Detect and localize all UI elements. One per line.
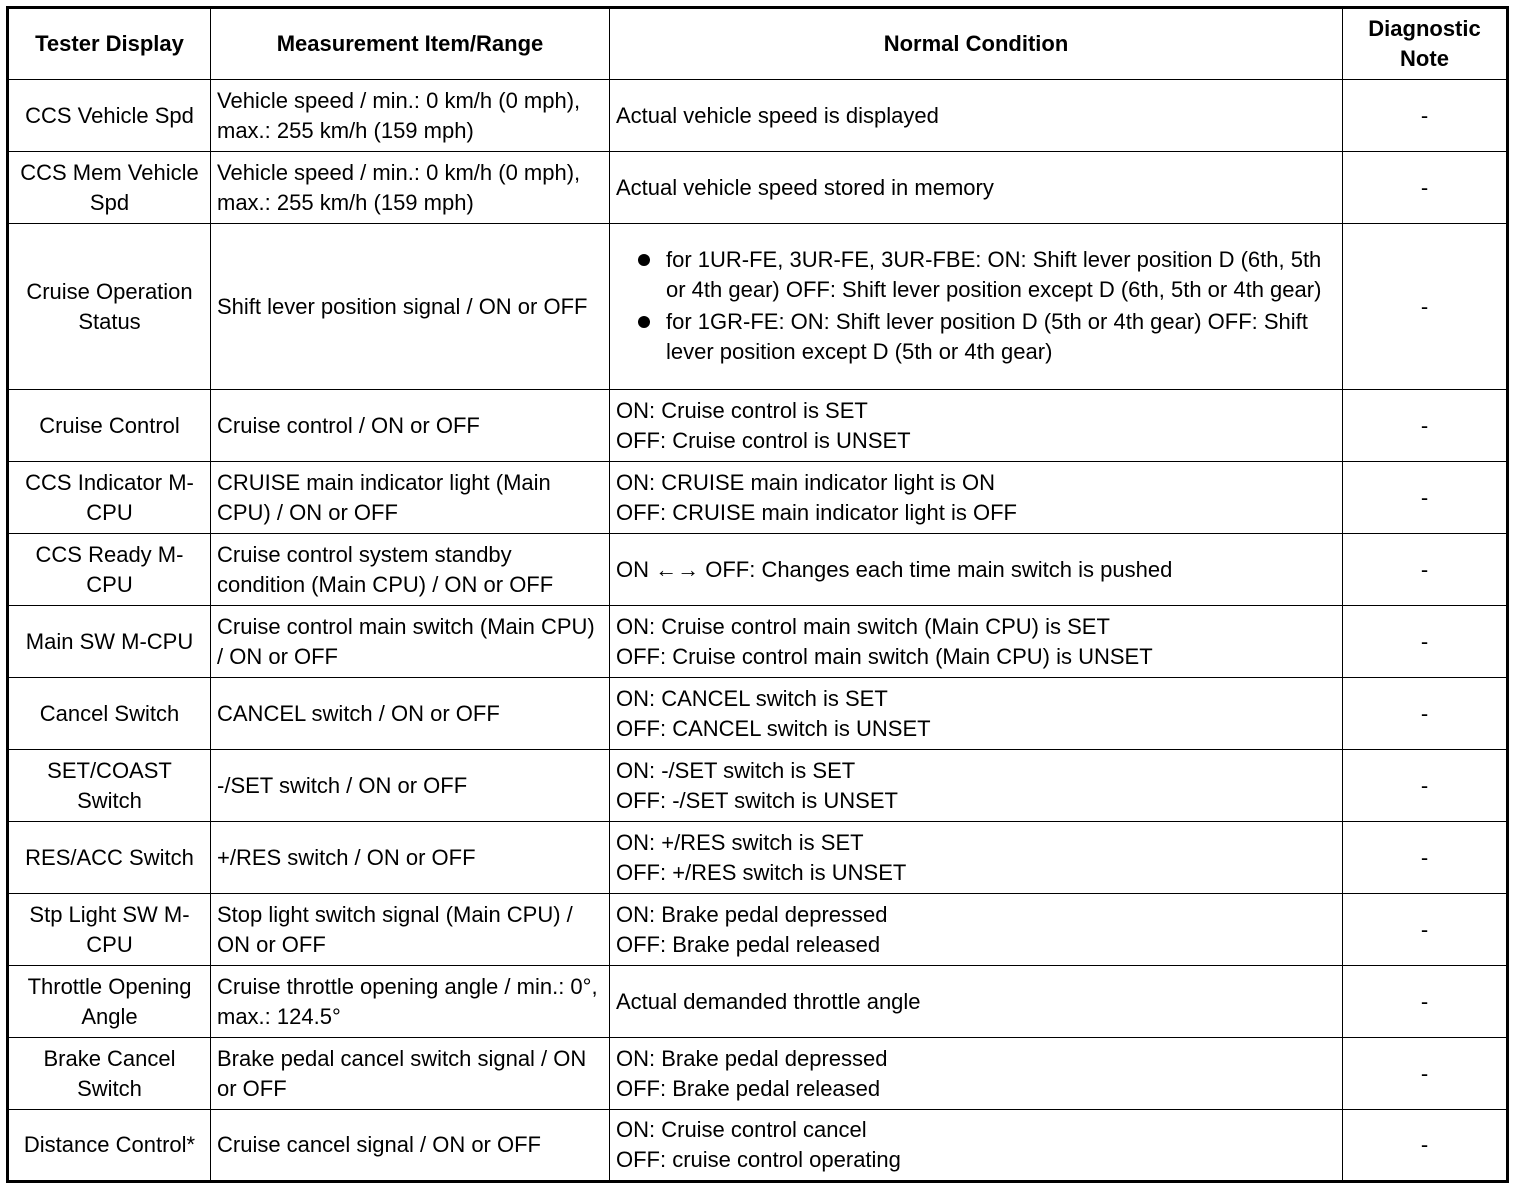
table-row — [8, 966, 1508, 1038]
diagnostic-note-cell: - — [1343, 152, 1508, 224]
tester-display-cell: Stp Light SW M-CPU — [8, 894, 211, 966]
diagnostic-note-cell: - — [1343, 894, 1508, 966]
bullet-item: for 1GR-FE: ON: Shift lever position D (5th or 4th gear) OFF: Shift lever position except D (5th or 4th gear) — [616, 307, 1336, 367]
table-row — [8, 894, 1508, 966]
measurement-cell: Cruise control main switch (Main CPU) / ON or OFF — [211, 606, 610, 678]
diagnostic-note-cell: - — [1343, 1038, 1508, 1110]
diagnostic-note-cell: - — [1343, 966, 1508, 1038]
normal-condition-cell — [610, 1110, 1343, 1182]
tester-display-cell: CCS Mem Vehicle Spd — [8, 152, 211, 224]
table-row — [8, 390, 1508, 462]
tester-display-cell: CCS Ready M-CPU — [8, 534, 211, 606]
diagnostic-note-cell: - — [1343, 534, 1508, 606]
normal-condition-line: OFF: CANCEL switch is UNSET — [616, 715, 931, 741]
table-row — [8, 1038, 1508, 1110]
normal-condition-line: ON ←→ OFF: Changes each time main switch is pushed — [616, 556, 1173, 582]
header-row — [8, 8, 1508, 80]
diagnostic-note-cell: - — [1343, 462, 1508, 534]
table-row — [8, 152, 1508, 224]
measurement-cell: Vehicle speed / min.: 0 km/h (0 mph), max.: 255 km/h (159 mph) — [211, 80, 610, 152]
header-normal-condition: Normal Condition — [610, 8, 1343, 80]
normal-condition-line: ON: -/SET switch is SET — [616, 757, 856, 783]
header-tester-display: Tester Display — [8, 8, 211, 80]
data-list-table-container — [6, 6, 1506, 1183]
tester-display-cell: RES/ACC Switch — [8, 822, 211, 894]
diagnostic-note-cell: - — [1343, 390, 1508, 462]
normal-condition-line: OFF: Brake pedal released — [616, 1075, 881, 1101]
normal-condition-line: ON: CRUISE main indicator light is ON — [616, 469, 995, 495]
measurement-cell: Cruise control system standby condition (Main CPU) / ON or OFF — [211, 534, 610, 606]
measurement-cell: Stop light switch signal (Main CPU) / ON or OFF — [211, 894, 610, 966]
tester-display-cell: SET/COAST Switch — [8, 750, 211, 822]
normal-condition-line: ON: Brake pedal depressed — [616, 1045, 888, 1071]
measurement-cell: Cruise throttle opening angle / min.: 0°, max.: 124.5° — [211, 966, 610, 1038]
diagnostic-note-cell: - — [1343, 822, 1508, 894]
measurement-cell: Cruise cancel signal / ON or OFF — [211, 1110, 610, 1182]
tester-display-cell: Cancel Switch — [8, 678, 211, 750]
normal-condition-bullet-list — [616, 245, 1336, 367]
normal-condition-cell — [610, 534, 1343, 606]
normal-condition-cell — [610, 606, 1343, 678]
normal-condition-cell — [610, 822, 1343, 894]
tester-display-cell: CCS Indicator M-CPU — [8, 462, 211, 534]
tester-display-cell: Main SW M-CPU — [8, 606, 211, 678]
tester-display-cell: Cruise Control — [8, 390, 211, 462]
normal-condition-cell — [610, 390, 1343, 462]
diagnostic-note-cell: - — [1343, 750, 1508, 822]
diagnostic-note-cell: - — [1343, 80, 1508, 152]
table-row — [8, 1110, 1508, 1182]
tester-display-cell: Brake Cancel Switch — [8, 1038, 211, 1110]
normal-condition-line: OFF: Cruise control main switch (Main CPU) is UNSET — [616, 643, 1153, 669]
diagnostic-note-cell: - — [1343, 606, 1508, 678]
normal-condition-line: ON: Cruise control main switch (Main CPU) is SET — [616, 613, 1110, 639]
tester-display-cell: CCS Vehicle Spd — [8, 80, 211, 152]
measurement-cell: Brake pedal cancel switch signal / ON or OFF — [211, 1038, 610, 1110]
normal-condition-line: OFF: CRUISE main indicator light is OFF — [616, 499, 1017, 525]
measurement-cell: Vehicle speed / min.: 0 km/h (0 mph), max.: 255 km/h (159 mph) — [211, 152, 610, 224]
measurement-cell: Shift lever position signal / ON or OFF — [211, 224, 610, 390]
measurement-cell: CANCEL switch / ON or OFF — [211, 678, 610, 750]
table-row — [8, 80, 1508, 152]
tester-display-cell: Cruise Operation Status — [8, 224, 211, 390]
normal-condition-line: Actual vehicle speed stored in memory — [616, 174, 994, 200]
normal-condition-cell — [610, 966, 1343, 1038]
bullet-item: for 1UR-FE, 3UR-FE, 3UR-FBE: ON: Shift lever position D (6th, 5th or 4th gear) OFF: Shift lever position except D (6th, 5th or 4th gear) — [616, 245, 1336, 305]
header-diagnostic-note: Diagnostic Note — [1343, 8, 1508, 80]
normal-condition-cell — [610, 462, 1343, 534]
normal-condition-line: Actual demanded throttle angle — [616, 988, 921, 1014]
normal-condition-line: OFF: -/SET switch is UNSET — [616, 787, 898, 813]
measurement-cell: Cruise control / ON or OFF — [211, 390, 610, 462]
normal-condition-line: ON: Cruise control cancel — [616, 1117, 867, 1142]
normal-condition-line: ON: Cruise control is SET — [616, 397, 868, 423]
diagnostic-note-cell: - — [1343, 678, 1508, 750]
header-measurement: Measurement Item/Range — [211, 8, 610, 80]
table-row — [8, 678, 1508, 750]
table-row — [8, 606, 1508, 678]
measurement-cell: CRUISE main indicator light (Main CPU) / ON or OFF — [211, 462, 610, 534]
normal-condition-line: ON: +/RES switch is SET — [616, 829, 864, 855]
measurement-cell: -/SET switch / ON or OFF — [211, 750, 610, 822]
normal-condition-line: OFF: +/RES switch is UNSET — [616, 859, 907, 885]
normal-condition-cell — [610, 152, 1343, 224]
normal-condition-cell — [610, 894, 1343, 966]
normal-condition-cell — [610, 224, 1343, 390]
normal-condition-line: ON: CANCEL switch is SET — [616, 685, 888, 711]
data-list-table — [6, 6, 1509, 1183]
normal-condition-line: OFF: cruise control operating — [616, 1147, 901, 1172]
normal-condition-cell — [610, 80, 1343, 152]
table-row — [8, 462, 1508, 534]
normal-condition-cell — [610, 750, 1343, 822]
normal-condition-line: ON: Brake pedal depressed — [616, 901, 888, 927]
table-row — [8, 822, 1508, 894]
normal-condition-cell — [610, 1038, 1343, 1110]
table-row — [8, 534, 1508, 606]
normal-condition-line: OFF: Brake pedal released — [616, 931, 881, 957]
measurement-cell: +/RES switch / ON or OFF — [211, 822, 610, 894]
normal-condition-line: OFF: Cruise control is UNSET — [616, 427, 911, 453]
tester-display-cell: Distance Control* — [8, 1110, 211, 1182]
tester-display-cell: Throttle Opening Angle — [8, 966, 211, 1038]
table-row — [8, 750, 1508, 822]
diagnostic-note-cell: - — [1343, 224, 1508, 390]
diagnostic-note-cell: - — [1343, 1110, 1508, 1182]
table-row — [8, 224, 1508, 390]
normal-condition-cell — [610, 678, 1343, 750]
normal-condition-line: Actual vehicle speed is displayed — [616, 102, 939, 128]
